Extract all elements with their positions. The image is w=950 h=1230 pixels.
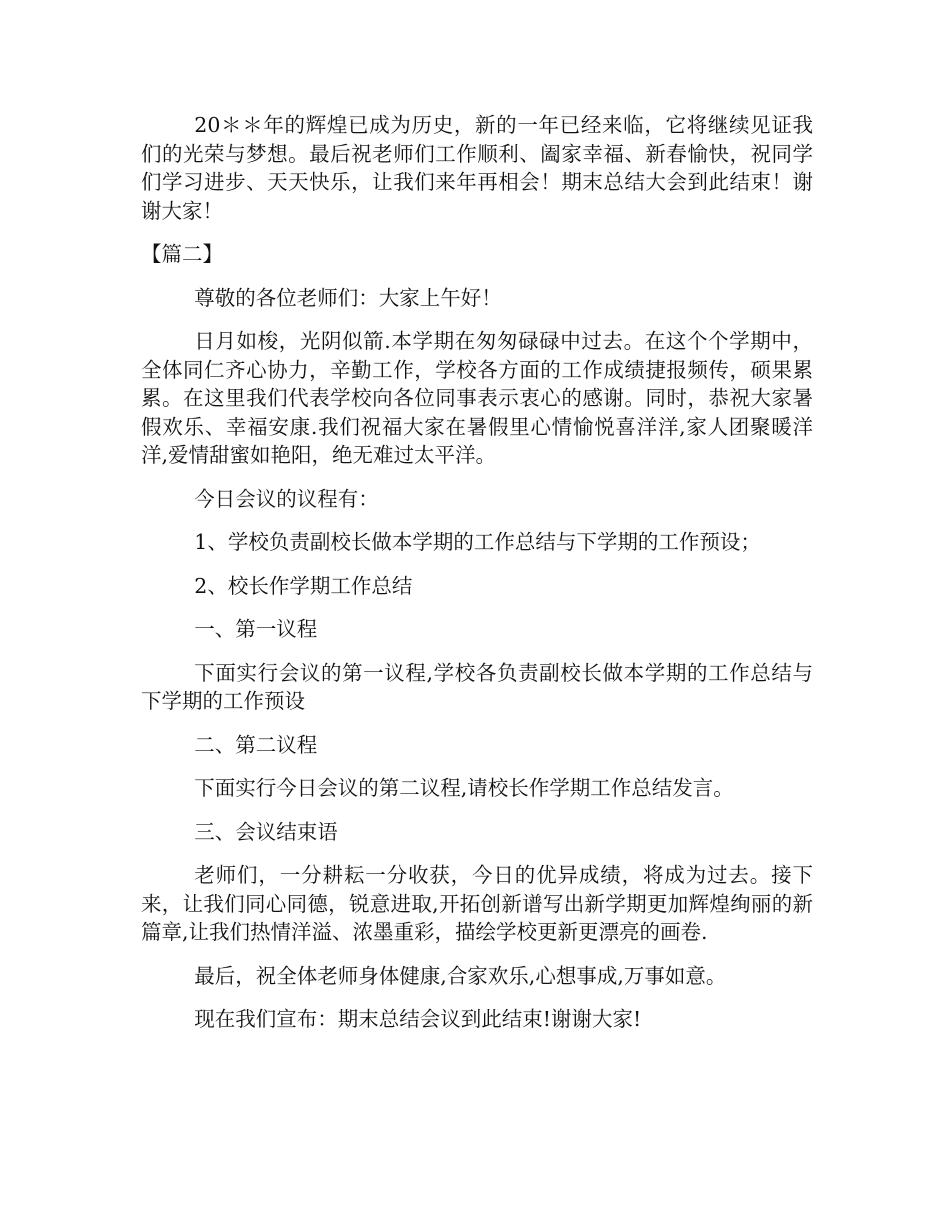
opening-paragraph: 日月如梭，光阴似箭.本学期在匆匆碌碌中过去。在这个个学期中，全体同仁齐心协力，辛勤工作，学校各方面的工作成绩捷报频传，硕果累累。在这里我们代表学校向各位同事表示衷心的感谢。同时，恭祝大家暑假欢乐、幸福安康.我们祝福大家在暑假里心情愉悦喜洋洋,家人团聚暖洋洋,爱情甜蜜如艳阳，绝无难过太平洋。 — [141, 329, 813, 467]
first-agenda-paragraph: 下面实行会议的第一议程,学校各负责副校长做本学期的工作总结与下学期的工作预设 — [141, 660, 813, 713]
section-heading-first-agenda: 一、第一议程 — [194, 617, 318, 641]
closing-remarks-paragraph: 老师们，一分耕耘一分收获，今日的优异成绩，将成为过去。接下来，让我们同心同德，锐意进取,开拓创新谱写出新学期更加辉煌绚丽的新篇章,让我们热情洋溢、浓墨重彩，描绘学校更新更漂亮的画卷. — [141, 863, 813, 944]
salutation: 尊敬的各位老师们：大家上午好！ — [194, 285, 502, 310]
agenda-intro: 今日会议的议程有： — [194, 486, 379, 511]
agenda-item-2: 2、校长作学期工作总结 — [194, 573, 413, 598]
meeting-end-announcement: 现在我们宣布：期末总结会议到此结束!谢谢大家! — [194, 1007, 642, 1031]
section-heading-closing-remarks: 三、会议结束语 — [194, 819, 338, 844]
document-page — [141, 111, 813, 1049]
agenda-item-1: 1、学校负责副校长做本学期的工作总结与下学期的工作预设； — [194, 530, 761, 554]
final-wishes: 最后，祝全体老师身体健康,合家欢乐,心想事成,万事如意。 — [194, 963, 727, 988]
second-agenda-paragraph: 下面实行今日会议的第二议程,请校长作学期工作总结发言。 — [194, 776, 734, 800]
closing-paragraph: 20＊＊年的辉煌已成为历史，新的一年已经来临，它将继续见证我们的光荣与梦想。最后祝老师们工作顺利、阖家幸福、新春愉快，祝同学们学习进步、天天快乐，让我们来年再相会！期末总结大会到此结束！谢谢大家！ — [141, 113, 813, 223]
section-heading-second-agenda: 二、第二议程 — [194, 732, 318, 757]
section-heading-part-two: 【篇二】 — [141, 242, 223, 266]
